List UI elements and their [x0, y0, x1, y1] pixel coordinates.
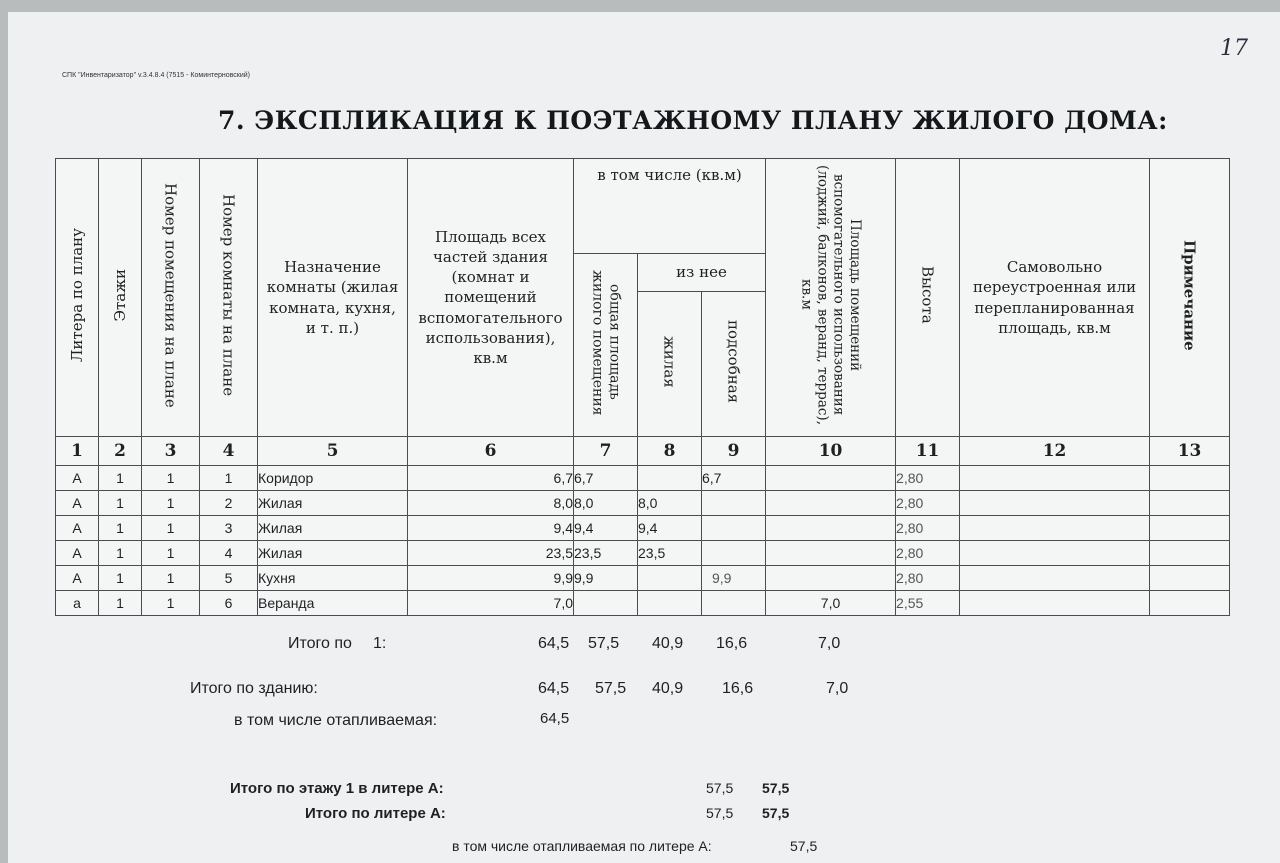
table-cell	[766, 541, 896, 566]
table-cell	[702, 541, 766, 566]
table-cell: Коридор	[258, 466, 408, 491]
table-cell	[1150, 491, 1230, 516]
table-cell	[702, 491, 766, 516]
table-cell: 4	[200, 541, 258, 566]
handwritten-page-number: 17	[1220, 36, 1248, 61]
table-row	[56, 466, 1230, 491]
table-cell: 8,0	[638, 491, 702, 516]
header-of-which: из нее	[638, 254, 766, 292]
table-cell: 1	[142, 466, 200, 491]
table-cell: 3	[200, 516, 258, 541]
table-cell	[1150, 591, 1230, 616]
heated-litera-label: в том числе отапливаемая по литере А:	[452, 838, 712, 854]
header-premises-no	[142, 159, 200, 437]
header-text: жилая	[660, 335, 679, 388]
floor-litera-total-label: Итого по этажу 1 в литере А:	[230, 780, 444, 797]
table-row	[56, 491, 1230, 516]
table-cell	[1150, 541, 1230, 566]
header-text: Номер помещения на плане	[161, 182, 180, 408]
table-row	[56, 591, 1230, 616]
floor-litera-total-general: 57,5	[706, 780, 734, 796]
table-cell: 5	[200, 566, 258, 591]
header-text: Самовольно переустроенная или перепланированная площадь, кв.м	[972, 258, 1137, 337]
heated-litera-value: 57,5	[790, 838, 818, 854]
premises-total-number: 1:	[373, 635, 387, 652]
header-text: Номер комнаты на плане	[219, 193, 238, 396]
table-cell	[960, 491, 1150, 516]
premises-total-aux-use: 7,0	[818, 635, 841, 652]
table-cell: А	[56, 516, 99, 541]
table-cell: 9,9	[702, 566, 766, 591]
table-cell	[960, 566, 1150, 591]
table-cell: 9,4	[574, 516, 638, 541]
table-cell: 6	[200, 591, 258, 616]
building-total-auxiliary: 16,6	[722, 680, 754, 697]
table-cell: 2,80	[896, 491, 960, 516]
table-cell: 1	[99, 541, 142, 566]
table-cell: Жилая	[258, 516, 408, 541]
table-cell: 8,0	[574, 491, 638, 516]
table-cell: 23,5	[574, 541, 638, 566]
header-aux-use-area	[766, 159, 896, 437]
premises-total-living: 40,9	[652, 635, 684, 652]
software-version-line: СПК "Инвентаризатор" v.3.4.8.4 (7515 - Коминтерновский)	[62, 72, 250, 79]
premises-total-label: Итого по	[288, 635, 352, 652]
header-room-no	[200, 159, 258, 437]
table-cell	[1150, 516, 1230, 541]
table-cell	[702, 591, 766, 616]
litera-total-general: 57,5	[706, 805, 734, 821]
table-cell: 7,0	[408, 591, 574, 616]
table-cell	[766, 566, 896, 591]
header-note	[1150, 159, 1230, 437]
table-cell: Жилая	[258, 491, 408, 516]
header-including: в том числе (кв.м)	[574, 159, 766, 254]
table-row	[56, 516, 1230, 541]
header-text: общая площадь жилого помещения	[589, 269, 623, 416]
header-living	[638, 292, 702, 437]
table-cell: 1	[99, 466, 142, 491]
header-total-area	[408, 159, 574, 437]
header-text: Примечание	[1180, 239, 1199, 351]
table-cell	[766, 491, 896, 516]
header-floor	[99, 159, 142, 437]
table-cell: А	[56, 541, 99, 566]
litera-total-label: Итого по литере А:	[305, 805, 446, 822]
table-cell: 1	[99, 491, 142, 516]
table-cell: 23,5	[408, 541, 574, 566]
premises-total-auxiliary: 16,6	[716, 635, 748, 652]
table-cell	[638, 566, 702, 591]
table-cell: 2	[200, 491, 258, 516]
table-cell: 2,55	[896, 591, 960, 616]
building-total-general: 57,5	[595, 680, 627, 697]
explication-table	[55, 158, 1230, 616]
table-cell: 2,80	[896, 466, 960, 491]
header-auxiliary	[702, 292, 766, 437]
table-cell: 1	[99, 591, 142, 616]
header-text: подсобная	[724, 319, 743, 403]
table-cell: 2,80	[896, 566, 960, 591]
table-cell: 9,9	[574, 566, 638, 591]
table-row	[56, 566, 1230, 591]
table-cell: 23,5	[638, 541, 702, 566]
table-cell	[766, 466, 896, 491]
table-cell	[960, 466, 1150, 491]
table-cell: А	[56, 566, 99, 591]
table-cell: А	[56, 466, 99, 491]
table-cell	[766, 516, 896, 541]
floor-litera-total-living: 57,5	[762, 780, 790, 796]
table-cell	[702, 516, 766, 541]
building-total-aux-use: 7,0	[826, 680, 849, 697]
litera-total-living: 57,5	[762, 805, 790, 821]
header-text: Литера по плану	[68, 227, 86, 362]
table-cell: 2,80	[896, 541, 960, 566]
table-cell: 7,0	[766, 591, 896, 616]
table-cell	[960, 541, 1150, 566]
table-cell: 1	[142, 491, 200, 516]
header-litera	[56, 159, 99, 437]
table-cell	[638, 591, 702, 616]
table-cell: Кухня	[258, 566, 408, 591]
header-text: Площадь помещений вспомогательного использования (лоджий, балконов, веранд, террас), кв.м	[798, 164, 863, 425]
column-number-row: 1 2 3 4 5 6 7 8 9 10 11 12 13	[56, 437, 1230, 466]
table-cell	[638, 466, 702, 491]
table-cell: 6,7	[702, 466, 766, 491]
table-cell	[1150, 466, 1230, 491]
table-cell: Жилая	[258, 541, 408, 566]
header-text: Этажи	[111, 268, 129, 322]
header-rebuilt	[960, 159, 1150, 437]
table-cell: 9,4	[638, 516, 702, 541]
table-cell: 1	[142, 566, 200, 591]
table-cell: 1	[142, 541, 200, 566]
table-cell: 1	[200, 466, 258, 491]
header-general-area	[574, 254, 638, 437]
table-cell: 9,9	[408, 566, 574, 591]
heated-area-value: 64,5	[540, 710, 570, 727]
header-height	[896, 159, 960, 437]
table-row	[56, 541, 1230, 566]
table-cell: а	[56, 591, 99, 616]
table-cell	[960, 516, 1150, 541]
header-text: Высота	[918, 266, 937, 324]
building-total-area: 64,5	[538, 680, 570, 697]
header-purpose	[258, 159, 408, 437]
table-cell: 1	[99, 516, 142, 541]
header-text: Площадь всех частей здания (комнат и помещений вспомогательного использования), кв.м	[418, 227, 563, 368]
table-cell: 1	[142, 516, 200, 541]
building-total-label: Итого по зданию:	[190, 680, 318, 697]
table-cell	[1150, 566, 1230, 591]
document-title: 7. ЭКСПЛИКАЦИЯ К ПОЭТАЖНОМУ ПЛАНУ ЖИЛОГО ДОМА:	[218, 106, 1168, 135]
premises-total-area: 64,5	[538, 635, 570, 652]
table-cell: 6,7	[574, 466, 638, 491]
header-text: Назначение комнаты (жилая комната, кухня, и т. п.)	[266, 258, 399, 337]
table-cell: 9,4	[408, 516, 574, 541]
heated-area-label: в том числе отапливаемая:	[234, 712, 438, 729]
table-cell: Веранда	[258, 591, 408, 616]
table-cell: 1	[99, 566, 142, 591]
table-cell: 6,7	[408, 466, 574, 491]
premises-total-general: 57,5	[588, 635, 620, 652]
building-total-living: 40,9	[652, 680, 684, 697]
table-cell: 2,80	[896, 516, 960, 541]
table-cell: А	[56, 491, 99, 516]
table-cell	[574, 591, 638, 616]
table-cell	[960, 591, 1150, 616]
table-cell: 8,0	[408, 491, 574, 516]
table-cell: 1	[142, 591, 200, 616]
